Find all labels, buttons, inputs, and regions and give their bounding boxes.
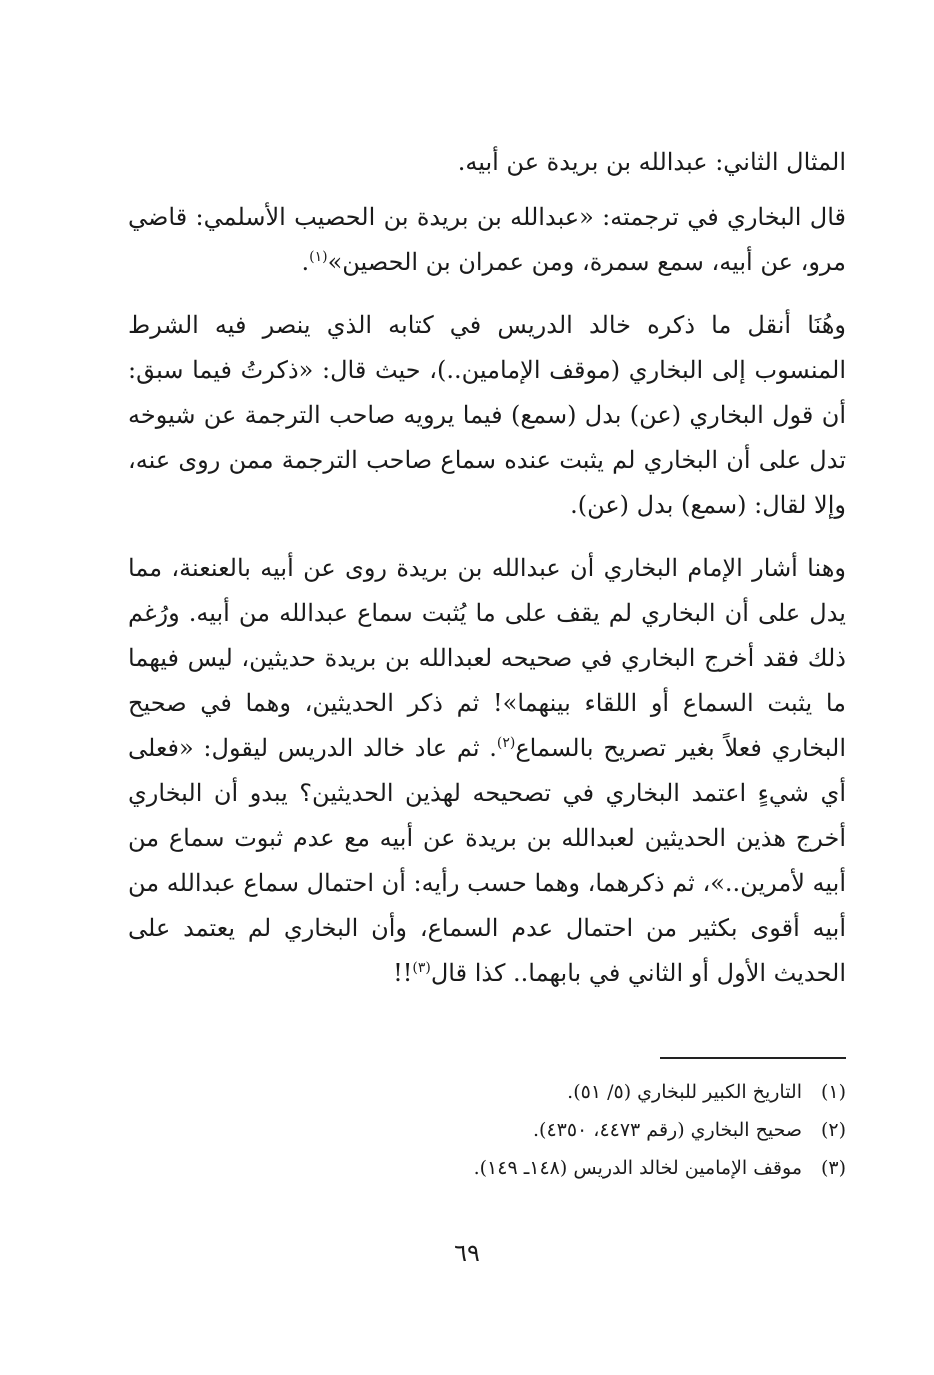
footnote-text: التاريخ الكبير للبخاري (٥/ ٥١). [567, 1081, 802, 1103]
page-body [128, 140, 846, 996]
footnote-number: (٢) [820, 1119, 846, 1141]
footnote-3 [128, 1149, 846, 1187]
quote-text: قال البخاري في ترجمته: «عبدالله بن بريدة بن الحصيب الأسلمي: قاضي مرو، عن أبيه، سمع سمرة، ومن عمران بن الحصين» [128, 203, 846, 276]
footnote-number: (٣) [820, 1157, 846, 1179]
quote-tail: . [301, 248, 310, 276]
example-heading: المثال الثاني: عبدالله بن بريدة عن أبيه. [457, 148, 846, 176]
footnotes [128, 1073, 846, 1187]
footnote-text: صحيح البخاري (رقم ٤٤٧٣، ٤٣٥٠). [532, 1119, 802, 1141]
analysis-part-1: وهنا أشار الإمام البخاري أن عبدالله بن بريدة روى عن أبيه بالعنعنة، مما يدل على أن البخاري لم يقف على ما يُثبت سماع عبدالله من أبيه. ورُغم ذلك فقد أخرج البخاري في صحيحه لعبدالله بن بريدة حديثين، ليس فيهما ما يثبت السماع أو اللقاء بينهما»! ثم ذكر الحديثين، وهما في صحيح البخاري فعلاً بغير تصريح بالسماع [128, 554, 846, 762]
footnote-text: موقف الإمامين لخالد الدريس (١٤٨ـ ١٤٩). [473, 1157, 802, 1179]
footnote-ref-3[interactable]: (٣) [412, 960, 431, 976]
paragraph-analysis [128, 546, 846, 996]
page-number: ٦٩ [454, 1239, 480, 1267]
footnote-1 [128, 1073, 846, 1111]
footnote-2 [128, 1111, 846, 1149]
analysis-part-2: . ثم عاد خالد الدريس ليقول: «فعلى أي شيءٍ اعتمد البخاري في تصحيحه لهذين الحديثين؟ يبدو أن البخاري أخرج هذين الحديثين لعبدالله بن بريدة عن أبيه مع عدم ثبوت سماع من أبيه لأمرين..»، ثم ذكرهما، وهما حسب رأيه: أن احتمال سماع عبدالله من أبيه أقوى بكثير من احتمال عدم السماع، وأن البخاري لم يعتمد على الحديث الأول أو الثاني في بابهما.. كذا قال [128, 734, 847, 987]
paragraph-darees-quote: وهُنَا أنقل ما ذكره خالد الدريس في كتابه الذي ينصر فيه الشرط المنسوب إلى البخاري (موقف الإمامين..)، حيث قال: «ذكرتُ فيما سبق: أن قول البخاري (عن) بدل (سمع) فيما يرويه صاحب الترجمة عن شيوخه تدل على أن البخاري لم يثبت عنده سماع صاحب الترجمة ممن روى عنه، وإلا لقال: (سمع) بدل (عن). [128, 311, 846, 519]
bukhari-quote-paragraph [128, 195, 846, 285]
footnote-ref-2[interactable]: (٢) [496, 735, 516, 751]
footnote-divider [660, 1057, 846, 1059]
analysis-part-3: !! [393, 959, 413, 987]
footnote-number: (١) [820, 1081, 846, 1103]
footnote-ref-1[interactable]: (١) [309, 249, 328, 265]
